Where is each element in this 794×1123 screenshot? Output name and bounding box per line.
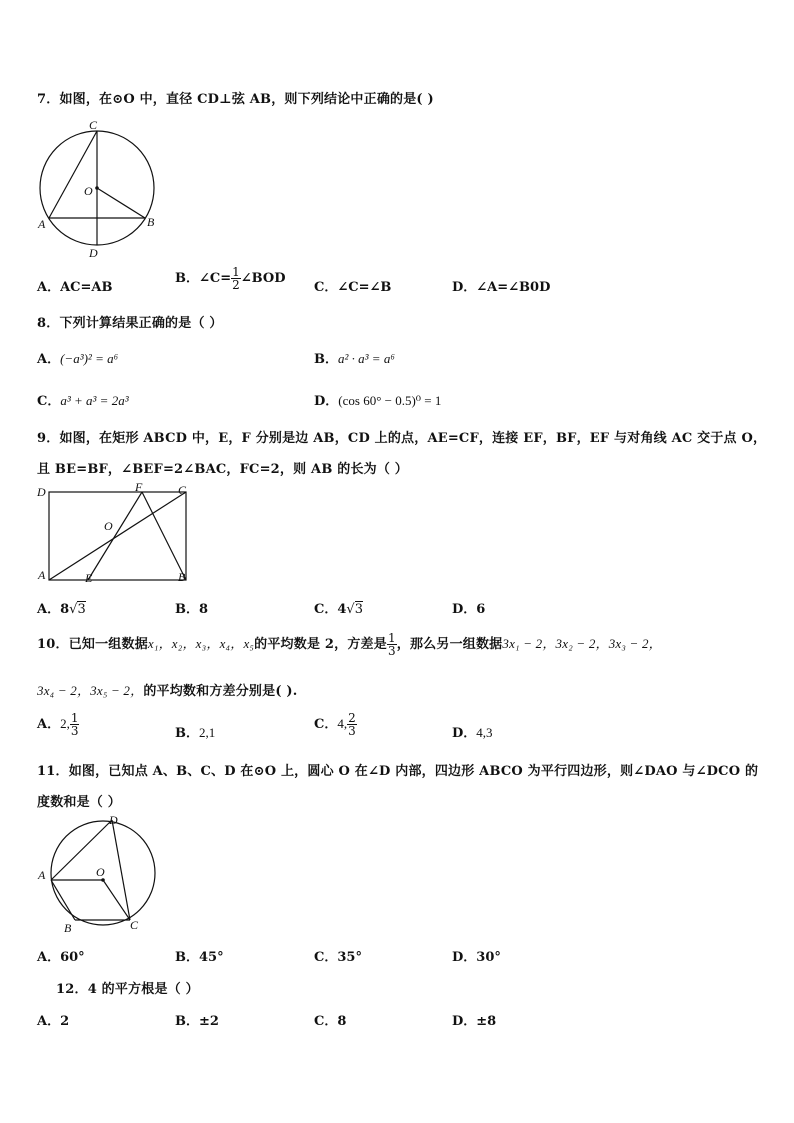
q11-label-a: A bbox=[38, 868, 46, 882]
q7-option-b: B．∠C= $\frac{1}{2}$ ∠BOD bbox=[175, 265, 286, 292]
q11-option-b: B．45° bbox=[175, 950, 224, 965]
q11-label-b: B bbox=[64, 921, 72, 935]
question-8-stem: 8．下列计算结果正确的是（ ） bbox=[37, 316, 223, 331]
question-7-figure bbox=[34, 118, 164, 263]
q10-option-c: C．4, $\frac{2}{3}$ bbox=[314, 711, 356, 738]
q9-label-e: E bbox=[85, 571, 93, 585]
q10-option-b: B．2,1 bbox=[175, 725, 216, 741]
q11-option-d: D．30° bbox=[452, 950, 501, 965]
q9-label-c: C bbox=[178, 483, 187, 497]
q8-option-a: A．(−a³)² = a⁶ bbox=[37, 351, 119, 367]
question-10-stem-line2: 3x₄ − 2，3x₅ − 2，的平均数和方差分别是( ). bbox=[37, 683, 298, 699]
q8-option-d: D．(cos 60° − 0.5)⁰ = 1 bbox=[314, 393, 442, 409]
question-12-stem: 12．4 的平方根是（ ） bbox=[56, 982, 199, 997]
q12-option-d: D．±8 bbox=[452, 1014, 497, 1029]
q9-option-a: A．8√3 bbox=[37, 602, 86, 617]
q7-label-c: C bbox=[89, 118, 98, 132]
q9-label-d: D bbox=[37, 485, 46, 499]
q9-option-c: C．4√3 bbox=[314, 602, 363, 617]
q9-label-o: O bbox=[104, 519, 113, 533]
q10-option-a: A．2, $\frac{1}{3}$ bbox=[37, 711, 79, 738]
q9-label-a: A bbox=[38, 568, 46, 582]
q7-option-d: D．∠A=∠B0D bbox=[452, 280, 551, 295]
q9-label-b: B bbox=[178, 570, 186, 584]
q11-label-d: D bbox=[109, 813, 118, 827]
question-7-stem: 7．如图，在⊙O 中，直径 CD⊥弦 AB，则下列结论中正确的是( ) bbox=[37, 92, 434, 107]
q11-label-c: C bbox=[130, 918, 139, 932]
q7-label-a: A bbox=[38, 217, 46, 231]
q7-label-b: B bbox=[147, 215, 155, 229]
q10-option-d: D．4,3 bbox=[452, 725, 493, 741]
q9-option-b: B．8 bbox=[175, 602, 209, 617]
question-9-stem-line2: 且 BE=BF，∠BEF=2∠BAC，FC=2，则 AB 的长为（ ） bbox=[37, 462, 408, 477]
question-9-stem-line1: 9．如图，在矩形 ABCD 中，E，F 分别是边 AB，CD 上的点，AE=CF，连接 EF，BF，EF 与对角线 AC 交于点 O， bbox=[37, 431, 767, 446]
question-11-figure bbox=[40, 812, 170, 932]
q7-label-d: D bbox=[89, 246, 98, 260]
q8-option-c: C．a³ + a³ = 2a³ bbox=[37, 393, 129, 409]
q7-option-a: A．AC=AB bbox=[37, 280, 113, 295]
q11-label-o: O bbox=[96, 865, 105, 879]
q12-option-a: A．2 bbox=[37, 1014, 70, 1029]
question-10-stem-line1: 10．已知一组数据x₁，x₂，x₃，x₄，x₅的平均数是 2，方差是 $\frac{1}{3}$ ，那么另一组数据3x₁ − 2，3x₂ − 2，3x₃ − 2， bbox=[37, 631, 662, 658]
question-11-stem-line1: 11．如图，已知点 A、B、C、D 在⊙O 上，圆心 O 在∠D 内部，四边形 ABCO 为平行四边形，则∠DAO 与∠DCO 的 bbox=[37, 764, 759, 779]
q11-option-c: C．35° bbox=[314, 950, 362, 965]
q8-option-b: B．a² · a³ = a⁶ bbox=[314, 351, 395, 367]
question-9-figure bbox=[40, 486, 200, 586]
q9-option-d: D．6 bbox=[452, 602, 486, 617]
q7-option-c: C．∠C=∠B bbox=[314, 280, 392, 295]
q7-label-o: O bbox=[84, 184, 93, 198]
q12-option-b: B．±2 bbox=[175, 1014, 219, 1029]
question-11-stem-line2: 度数和是（ ） bbox=[37, 795, 121, 810]
q11-option-a: A．60° bbox=[37, 950, 85, 965]
q12-option-c: C．8 bbox=[314, 1014, 347, 1029]
q9-label-f: F bbox=[135, 480, 143, 494]
